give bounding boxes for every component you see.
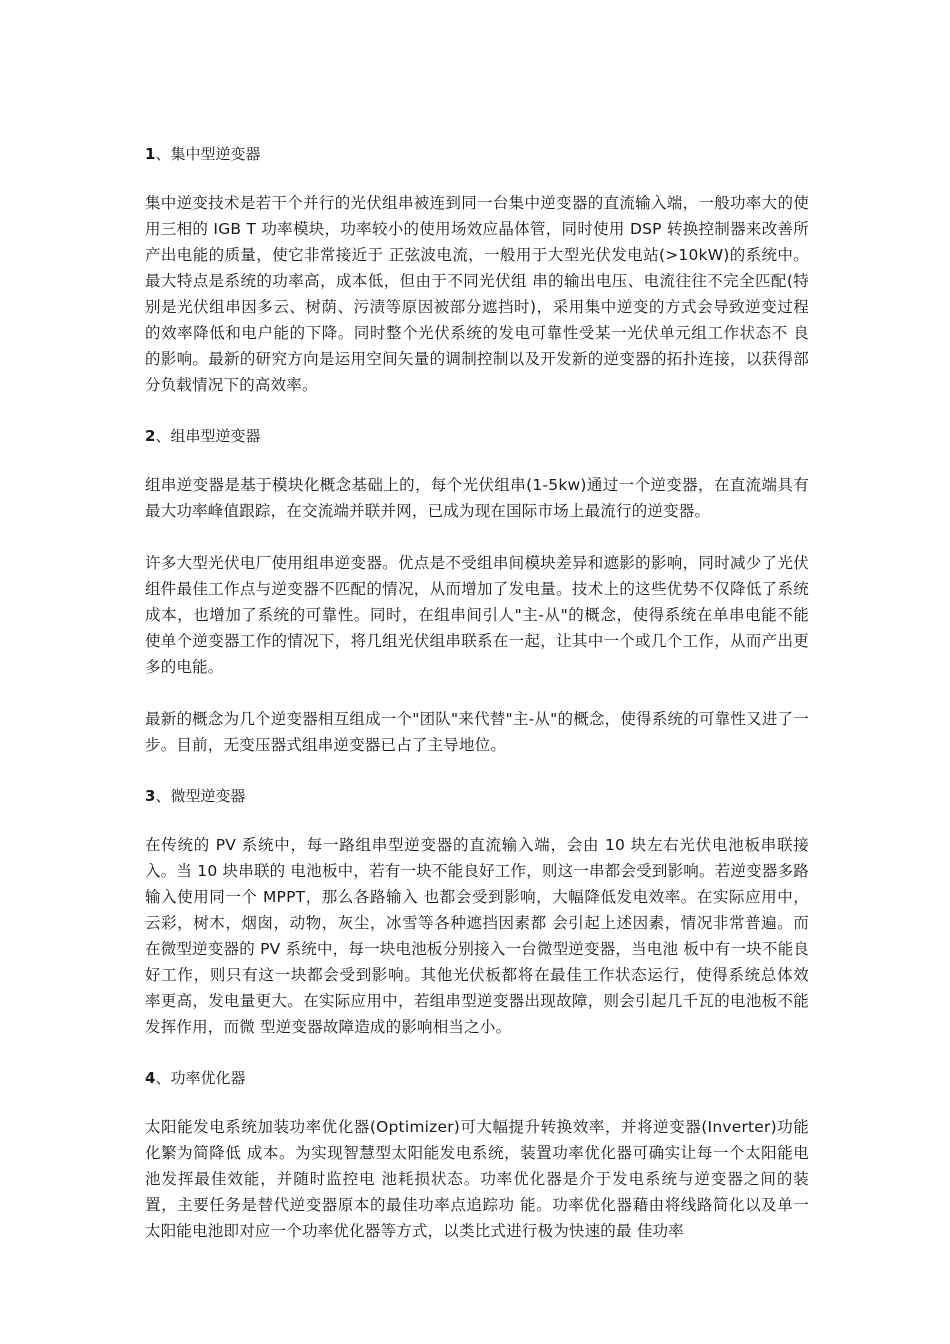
document-page xyxy=(145,142,809,1244)
section-heading-1 xyxy=(145,142,809,166)
section-heading-2 xyxy=(145,424,809,448)
section-number: 1 xyxy=(145,145,156,163)
section-number: 2 xyxy=(145,427,156,445)
section-title: 、微型逆变器 xyxy=(155,787,246,805)
section-3-paragraph-1: 在传统的 PV 系统中，每一路组串型逆变器的直流输入端，会由 10 块左右光伏电池板串联接入。当 10 块串联的 电池板中，若有一块不能良好工作，则这一串都会受到影响。若逆变器多路输入使用同一个 MPPT，那么各路输入 也都会受到影响，大幅降低发电效率。在实际应用中，云彩，树木，烟囱，动物，灰尘，冰雪等各种遮挡因素都 会引起上述因素，情况非常普遍。而在微型逆变器的 PV 系统中，每一块电池板分别接入一台微型逆变器，当电池 板中有一块不能良好工作，则只有这一块都会受到影响。其他光伏板都将在最佳工作状态运行，使得系统总体效 率更高，发电量更大。在实际应用中，若组串型逆变器出现故障，则会引起几千瓦的电池板不能发挥作用，而微 型逆变器故障造成的影响相当之小。 xyxy=(145,836,809,1036)
section-4-paragraph-1: 太阳能发电系统加装功率优化器(Optimizer)可大幅提升转换效率，并将逆变器(Inverter)功能化繁为简降低 成本。为实现智慧型太阳能发电系统，装置功率优化器可确实让每一个太阳能电池发挥最佳效能，并随时监控电 池耗损状态。功率优化器是介于发电系统与逆变器之间的装置，主要任务是替代逆变器原本的最佳功率点追踪功 能。功率优化器藉由将线路简化以及单一太阳能电池即对应一个功率优化器等方式，以类比式进行极为快速的最 佳功率 xyxy=(145,1118,809,1240)
section-number: 4 xyxy=(145,1069,156,1087)
section-2-paragraph-3: 最新的概念为几个逆变器相互组成一个"团队"来代替"主-从"的概念，使得系统的可靠性又进了一步。目前，无变压器式组串逆变器已占了主导地位。 xyxy=(145,710,809,754)
section-title: 、组串型逆变器 xyxy=(155,427,261,445)
section-heading-3 xyxy=(145,784,809,808)
section-1-paragraph-1: 集中逆变技术是若干个并行的光伏组串被连到同一台集中逆变器的直流输入端，一般功率大的使用三相的 IGB T 功率模块，功率较小的使用场效应晶体管，同时使用 DSP 转换控制器来改善所产出电能的质量，使它非常接近于 正弦波电流，一般用于大型光伏发电站(>10kW)的系统中。最大特点是系统的功率高，成本低，但由于不同光伏组 串的输出电压、电流往往不完全匹配(特别是光伏组串因多云、树荫、污渍等原因被部分遮挡时)，采用集中逆变的方式会导致逆变过程的效率降低和电户能的下降。同时整个光伏系统的发电可靠性受某一光伏单元组工作状态不 良的影响。最新的研究方向是运用空间矢量的调制控制以及开发新的逆变器的拓扑连接，以获得部分负载情况下的高效率。 xyxy=(145,194,809,394)
section-2-paragraph-2: 许多大型光伏电厂使用组串逆变器。优点是不受组串间模块差异和遮影的影响，同时减少了光伏组件最佳工作点与逆变器不匹配的情况，从而增加了发电量。技术上的这些优势不仅降低了系统成本，也增加了系统的可靠性。同时，在组串间引人"主-从"的概念，使得系统在单串电能不能使单个逆变器工作的情况下，将几组光伏组串联系在一起，让其中一个或几个工作，从而产出更多的电能。 xyxy=(145,554,809,676)
section-title: 、功率优化器 xyxy=(155,1069,246,1087)
section-number: 3 xyxy=(145,787,156,805)
section-heading-4 xyxy=(145,1066,809,1090)
section-2-paragraph-1: 组串逆变器是基于模块化概念基础上的，每个光伏组串(1-5kw)通过一个逆变器，在直流端具有最大功率峰值跟踪，在交流端并联并网，已成为现在国际市场上最流行的逆变器。 xyxy=(145,476,809,520)
section-title: 、集中型逆变器 xyxy=(155,145,261,163)
